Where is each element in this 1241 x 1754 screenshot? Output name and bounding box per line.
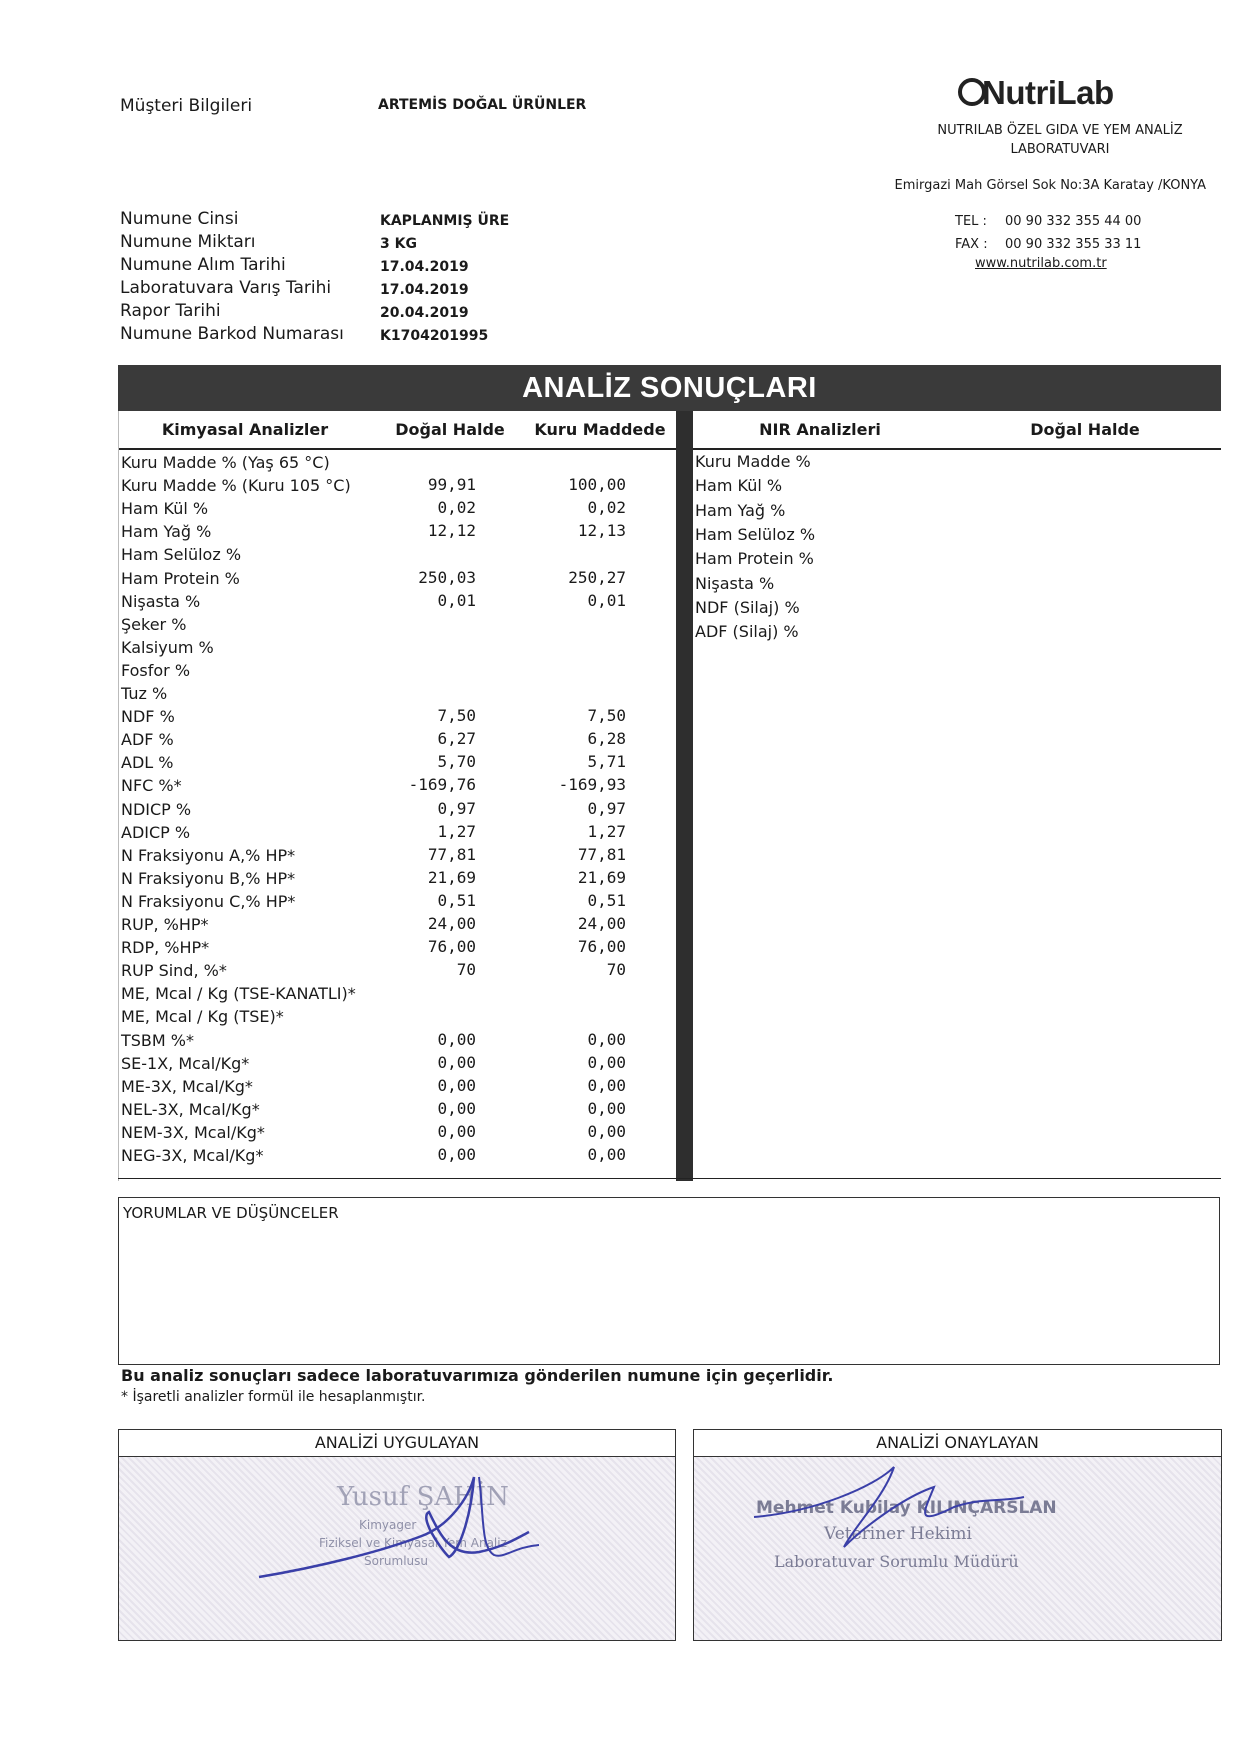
approver-stamp [694, 1457, 1221, 1640]
kuru-value: 77,81 [577, 845, 626, 864]
svg-text:Sorumlusu: Sorumlusu [364, 1554, 428, 1568]
lab-name: NUTRILAB ÖZEL GIDA VE YEM ANALİZ LABORATUVARI [937, 123, 1183, 157]
kuru-value: 76,00 [577, 937, 626, 956]
formula-note: * İşaretli analizler formül ile hesaplanmıştır. [121, 1389, 426, 1405]
analysis-name: ME-3X, Mcal/Kg* [121, 1077, 253, 1096]
dogal-value: 12,12 [427, 521, 476, 540]
analyst-signature-box [118, 1429, 676, 1641]
dogal-value: 0,02 [437, 498, 476, 517]
kuru-value: 0,51 [587, 891, 626, 910]
svg-text:Veteriner Hekimi: Veteriner Hekimi [824, 1524, 972, 1544]
dogal-value: 0,00 [437, 1076, 476, 1095]
dogal-value: 0,01 [437, 591, 476, 610]
approver-title: ANALİZİ ONAYLAYAN [694, 1430, 1221, 1457]
analysis-name: NDICP % [121, 800, 192, 819]
kuru-value: 0,00 [587, 1076, 626, 1095]
dogal-value: 24,00 [427, 914, 476, 933]
kuru-value: 0,97 [587, 799, 626, 818]
dogal-value: 6,27 [437, 729, 476, 748]
table-bottom-rule [118, 1178, 1221, 1179]
comments-title: YORUMLAR VE DÜŞÜNCELER [123, 1204, 339, 1222]
analysis-name: Nişasta % [121, 592, 201, 611]
analysis-name: ADF % [121, 730, 174, 749]
dogal-value: 0,51 [437, 891, 476, 910]
svg-text:Kimyager: Kimyager [359, 1518, 417, 1532]
nir-analysis-name: Kuru Madde % [695, 452, 811, 471]
analysis-name: N Fraksiyonu B,% HP* [121, 869, 296, 888]
approver-signature-image [694, 1457, 1221, 1639]
analysis-name: NFC %* [121, 776, 182, 795]
dogal-value: 76,00 [427, 937, 476, 956]
dogal-value: 21,69 [427, 868, 476, 887]
nir-analysis-name: Ham Selüloz % [695, 525, 816, 544]
dogal-value: 0,00 [437, 1030, 476, 1049]
analysis-name: ME, Mcal / Kg (TSE)* [121, 1007, 284, 1026]
kuru-header: Kuru Maddede [534, 420, 666, 439]
report-date-label: Rapor Tarihi [120, 301, 221, 321]
dogal-value: 1,27 [437, 822, 476, 841]
kuru-value: 0,00 [587, 1145, 626, 1164]
kuru-value: 5,71 [587, 752, 626, 771]
kuru-value: 0,02 [587, 498, 626, 517]
sample-amount: 3 KG [380, 236, 417, 252]
chem-header: Kimyasal Analizler [161, 420, 329, 439]
fax-label: FAX : [955, 237, 988, 252]
kuru-value: 0,00 [587, 1053, 626, 1072]
nir-analysis-name: Ham Yağ % [695, 501, 786, 520]
comments-box [118, 1197, 1220, 1365]
sample-arrival-label: Laboratuvara Varış Tarihi [120, 278, 332, 298]
analyst-title: ANALİZİ UYGULAYAN [119, 1430, 675, 1457]
svg-text:Mehmet Kubilay KILINÇARSLAN: Mehmet Kubilay KILINÇARSLAN [756, 1498, 1057, 1518]
barcode-label: Numune Barkod Numarası [120, 324, 344, 344]
kuru-value: 250,27 [568, 568, 626, 587]
tel-label: TEL : [955, 214, 987, 229]
sample-info-values [380, 210, 509, 348]
dogal-value: 7,50 [437, 706, 476, 725]
analysis-name: NDF % [121, 707, 175, 726]
analysis-name: Ham Kül % [121, 499, 209, 518]
lab-website-link[interactable]: www.nutrilab.com.tr [975, 256, 1107, 271]
analysis-name: Ham Yağ % [121, 522, 212, 541]
svg-text:Laboratuvar Sorumlu Müdürü: Laboratuvar Sorumlu Müdürü [774, 1552, 1019, 1571]
dogal-value: 0,00 [437, 1099, 476, 1118]
analysis-name: Kuru Madde % (Yaş 65 °C) [121, 453, 330, 472]
dogal-value: 0,00 [437, 1122, 476, 1141]
nir-dogal-header: Doğal Halde [1030, 420, 1140, 439]
kuru-value: 0,01 [587, 591, 626, 610]
nutrilab-logo: NutriLab [958, 74, 1114, 112]
analysis-name: Tuz % [121, 684, 168, 703]
kuru-value: 7,50 [587, 706, 626, 725]
dogal-value: 250,03 [418, 568, 476, 587]
analysis-name: Ham Protein % [121, 569, 240, 588]
approver-signature-box [693, 1429, 1222, 1641]
dogal-value: 77,81 [427, 845, 476, 864]
analysis-name: Ham Selüloz % [121, 545, 242, 564]
analysis-name: Şeker % [121, 615, 187, 634]
dogal-value: 70 [456, 960, 476, 979]
report-date: 20.04.2019 [380, 305, 469, 321]
analysis-name: Kuru Madde % (Kuru 105 °C) [121, 476, 351, 495]
dogal-value: 0,00 [437, 1053, 476, 1072]
kuru-value: 21,69 [577, 868, 626, 887]
tel-value: 00 90 332 355 44 00 [1005, 214, 1142, 229]
analysis-name: ADL % [121, 753, 174, 772]
nir-analysis-name: NDF (Silaj) % [695, 598, 800, 617]
sample-taken-label: Numune Alım Tarihi [120, 255, 286, 275]
analysis-name: NEM-3X, Mcal/Kg* [121, 1123, 265, 1142]
dogal-value: 0,97 [437, 799, 476, 818]
analysis-name: NEL-3X, Mcal/Kg* [121, 1100, 260, 1119]
kuru-value: -169,93 [558, 775, 626, 794]
sample-type: KAPLANMIŞ ÜRE [380, 213, 510, 229]
nir-analysis-name: Nişasta % [695, 574, 775, 593]
column-divider [676, 411, 693, 1181]
validity-note: Bu analiz sonuçları sadece laboratuvarımıza gönderilen numune için geçerlidir. [121, 1366, 834, 1385]
header-rule [118, 448, 1221, 450]
dogal-value: -169,76 [408, 775, 476, 794]
analysis-name: RDP, %HP* [121, 938, 210, 957]
analysis-name: ME, Mcal / Kg (TSE-KANATLI)* [121, 984, 356, 1003]
nir-analysis-name: Ham Protein % [695, 549, 814, 568]
sample-type-label: Numune Cinsi [120, 209, 239, 229]
barcode: K1704201995 [380, 328, 489, 344]
kuru-value: 0,00 [587, 1030, 626, 1049]
dogal-header: Doğal Halde [395, 420, 505, 439]
analysis-name: RUP, %HP* [121, 915, 209, 934]
results-title: ANALİZ SONUÇLARI [118, 365, 1221, 411]
customer-name: ARTEMİS DOĞAL ÜRÜNLER [378, 97, 587, 113]
sample-amount-label: Numune Miktarı [120, 232, 256, 252]
dogal-value: 0,00 [437, 1145, 476, 1164]
analysis-name: NEG-3X, Mcal/Kg* [121, 1146, 264, 1165]
analysis-name: Kalsiyum % [121, 638, 214, 657]
analysis-name: ADICP % [121, 823, 191, 842]
table-left-border [118, 411, 119, 1181]
kuru-value: 1,27 [587, 822, 626, 841]
kuru-value: 0,00 [587, 1099, 626, 1118]
dogal-value: 5,70 [437, 752, 476, 771]
lab-address: Emirgazi Mah Görsel Sok No:3A Karatay /KONYA [894, 178, 1206, 193]
analysis-name: N Fraksiyonu A,% HP* [121, 846, 296, 865]
analyst-signature-image [119, 1457, 675, 1639]
kuru-value: 70 [606, 960, 626, 979]
nir-header: NIR Analizleri [759, 420, 881, 439]
analysis-name: SE-1X, Mcal/Kg* [121, 1054, 250, 1073]
sample-info-labels [120, 208, 344, 346]
svg-text:Yusuf ŞAHİN: Yusuf ŞAHİN [337, 1482, 509, 1512]
analysis-name: N Fraksiyonu C,% HP* [121, 892, 296, 911]
kuru-value: 6,28 [587, 729, 626, 748]
nir-analysis-name: ADF (Silaj) % [695, 622, 799, 641]
fax-value: 00 90 332 355 33 11 [1005, 237, 1142, 252]
analyst-stamp [119, 1457, 675, 1640]
svg-text:Fiziksel ve Kimyasal Yem Anali: Fiziksel ve Kimyasal Yem Analiz [319, 1536, 507, 1550]
dogal-value: 99,91 [427, 475, 476, 494]
kuru-value: 24,00 [577, 914, 626, 933]
analysis-name: RUP Sind, %* [121, 961, 227, 980]
kuru-value: 100,00 [568, 475, 626, 494]
kuru-value: 0,00 [587, 1122, 626, 1141]
lab-contact [955, 210, 1141, 256]
customer-label: Müşteri Bilgileri [120, 96, 253, 116]
kuru-value: 12,13 [577, 521, 626, 540]
analysis-name: TSBM %* [121, 1031, 194, 1050]
sample-arrival-date: 17.04.2019 [380, 282, 469, 298]
sample-taken-date: 17.04.2019 [380, 259, 469, 275]
analysis-name: Fosfor % [121, 661, 191, 680]
nir-analysis-name: Ham Kül % [695, 476, 783, 495]
